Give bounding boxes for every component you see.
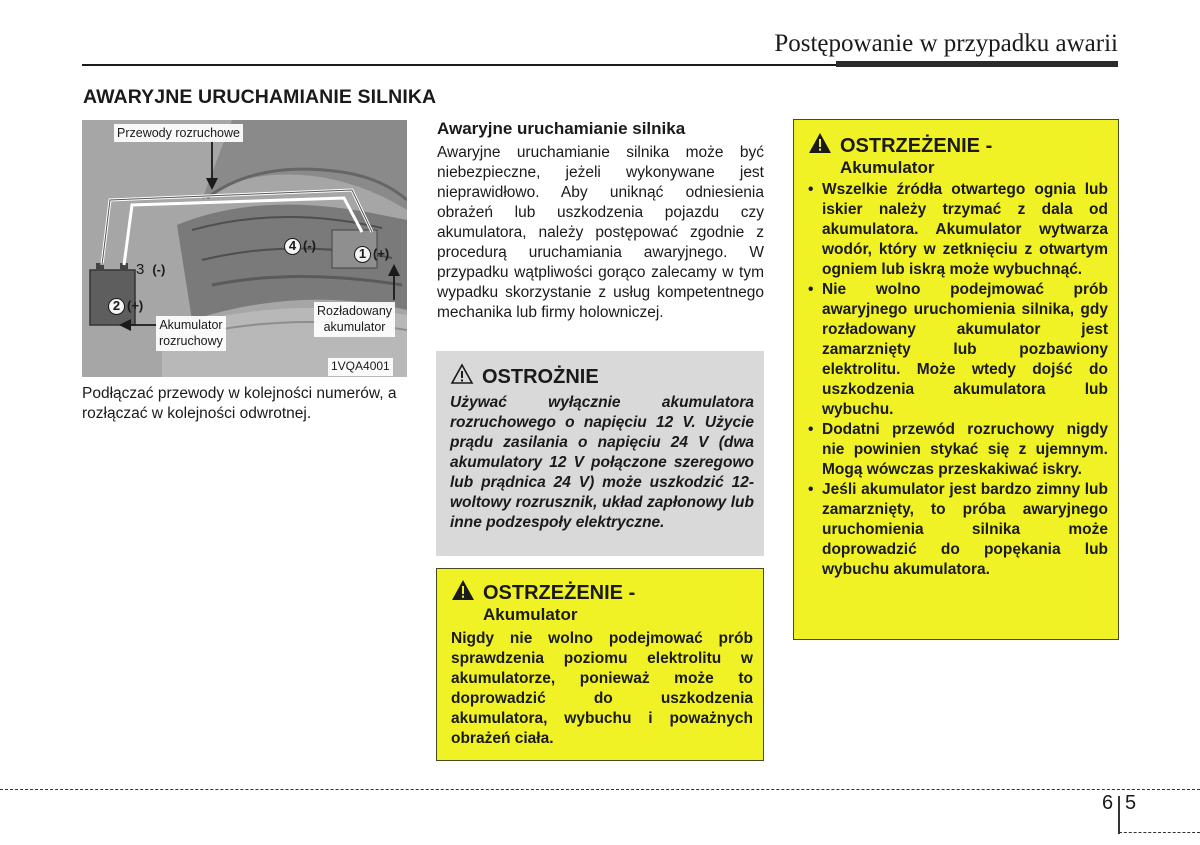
list-item: • Nie wolno podejmować prób awaryjnego uruchomienia silnika, gdy rozładowany akumulator jest zamarznięty lub pozbawiony elektrolitu. Może wtedy dojść do uszkodzenia akumulatora lub wybuchu. [808, 280, 1108, 420]
marker-3: 3 (-) [136, 261, 166, 278]
section-title: AWARYJNE URUCHAMIANIE SILNIKA [83, 86, 437, 108]
page-number: 5 [1125, 792, 1137, 814]
list-item: • Dodatni przewód rozruchowy nigdy nie powinien stykać się z ujemnym. Mogą wówczas przeskakiwać iskry. [808, 420, 1108, 480]
warning-icon [451, 579, 475, 607]
marker-4: 4 (-) [284, 237, 316, 255]
chapter-title: Postępowanie w przypadku awarii [774, 30, 1118, 57]
warning-box-electrolyte [436, 568, 764, 761]
footer-rule-tail [1119, 832, 1200, 833]
warning-title: OSTRZEŻENIE - [483, 581, 636, 604]
caution-title: OSTROŻNIE [482, 365, 599, 388]
header-rule-accent [836, 61, 1118, 67]
jump-start-figure [82, 120, 407, 377]
warning-subtitle: Akumulator [483, 605, 578, 624]
marker-1: 1 (+) [354, 245, 389, 263]
warning-text: Nigdy nie wolno podejmować prób sprawdzenia poziomu elektrolitu w akumulatorze, ponieważ może to doprowadzić do uszkodzenia akumulatora, wybuchu i poważnych obrażeń ciała. [451, 630, 753, 747]
warning-subtitle: Akumulator [840, 158, 935, 177]
footer-rule [0, 789, 1200, 790]
warning-box-battery [793, 119, 1119, 640]
list-item: • Jeśli akumulator jest bardzo zimny lub zamarznięty, to próba awaryjnego uruchomienia silnika może doprowadzić do popękania lub wybuchu akumulatora. [808, 480, 1108, 580]
warning-title: OSTRZEŻENIE - [840, 134, 993, 157]
label-discharged-battery: Rozładowany akumulator [314, 302, 395, 337]
warning-list [808, 180, 1108, 580]
warning-icon [808, 132, 832, 160]
list-item: • Wszelkie źródła otwartego ognia lub iskier należy trzymać z dala od akumulatora. Akumulator wytwarza wodór, który w zetknięciu z otwartym ogniem lub iskrą może wybuchnąć. [808, 180, 1108, 280]
figure-caption: Podłączać przewody w kolejności numerów, a rozłączać w kolejności odwrotnej. [82, 385, 397, 422]
figure-code: 1VQA4001 [328, 358, 393, 376]
caution-icon [450, 363, 474, 391]
label-cables: Przewody rozruchowe [114, 124, 243, 142]
caution-box [436, 351, 764, 556]
intro-paragraph: Awaryjne uruchamianie silnika może być niebezpieczne, jeżeli wykonywane jest nieprawidłowo. Aby uniknąć odniesienia obrażeń lub uszkodzenia pojazdu czy akumulatora, należy postępować zgodnie z procedurą uruchamiania awaryjnego. W przypadku wątpliwości gorąco zalecamy w tym wypadku skorzystanie z usług kompetentnego mechanika lub firmy holowniczej. [437, 144, 764, 321]
chapter-number: 6 [1102, 792, 1114, 814]
page-number-separator [1118, 796, 1120, 834]
caution-text: Używać wyłącznie akumulatora rozruchowego o napięciu 12 V. Użycie prądu zasilania o napięciu 24 V (dwa akumulatory 12 V połączone szeregowo lub prądnica 24 V) może uszkodzić 12-woltowy rozrusznik, układ zapłonowy lub inne podzespoły elektryczne. [450, 394, 754, 531]
marker-2: 2 (+) [108, 297, 143, 315]
subsection-title: Awaryjne uruchamianie silnika [437, 119, 686, 138]
label-booster-battery: Akumulator rozruchowy [156, 316, 226, 351]
